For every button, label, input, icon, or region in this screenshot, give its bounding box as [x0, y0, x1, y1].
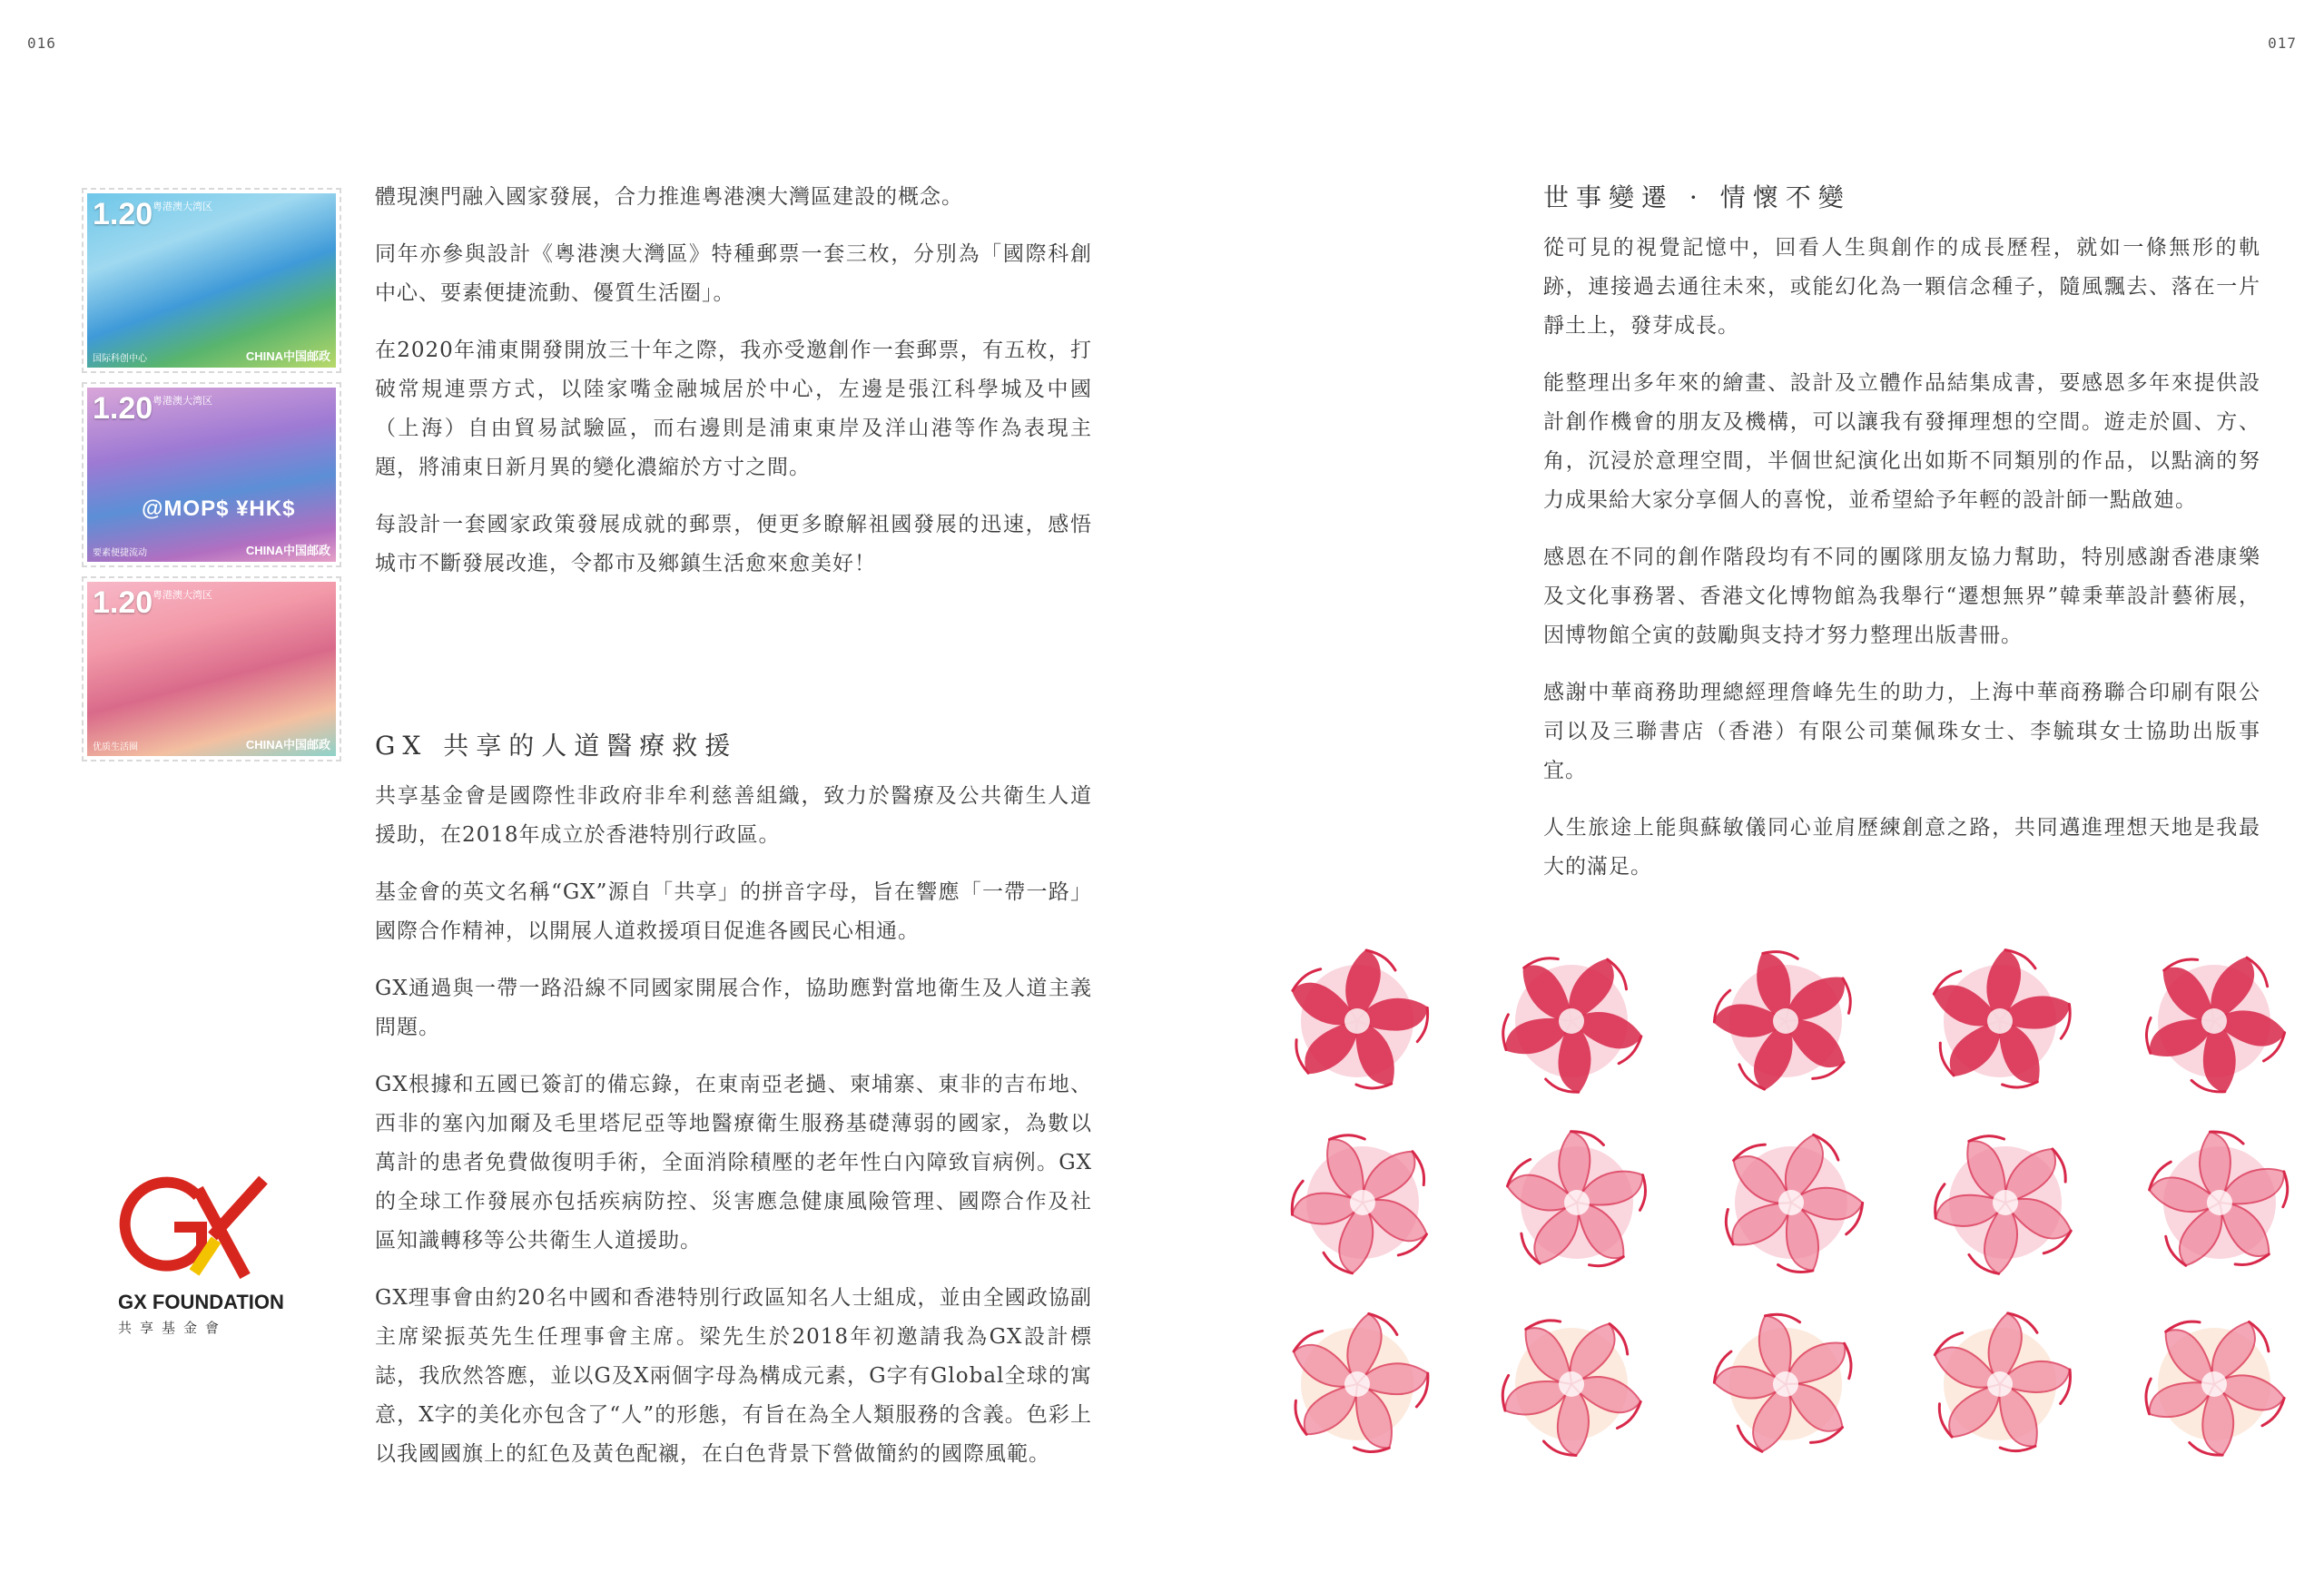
flower-sculpture [1709, 944, 1863, 1098]
flower-sculpture [2142, 1125, 2297, 1280]
flower-sculpture [1494, 1307, 1649, 1461]
page-number-right: 017 [2268, 34, 2297, 52]
paragraph: 基金會的英文名稱“GX”源自「共享」的拼音字母，旨在響應「一帶一路」國際合作精神，以開展人道救援項目促進各國民心相通。 [375, 880, 1092, 943]
paragraph: GX根據和五國已簽訂的備忘錄，在東南亞老撾、柬埔寨、東非的吉布地、西非的塞內加爾及毛里塔尼亞等地醫療衛生服務基礎薄弱的國家，為數以萬計的患者免費做復明手術，全面消除積壓的老年性白內障致盲病例。GX的全球工作發展亦包括疾病防控、災害應急健康風險管理、國際合作及社區知識轉移等公共衛生人道援助。 [375, 1073, 1092, 1253]
flower-sculpture [1280, 1307, 1434, 1461]
flower-sculpture [1923, 944, 2077, 1098]
paragraph: 感恩在不同的創作階段均有不同的團隊朋友協力幫助，特別感謝香港康樂及文化事務署、香港文化博物館為我舉行“遷想無界”韓秉華設計藝術展，因博物館仝寅的鼓勵與支持才努力整理出版書冊。 [1543, 545, 2260, 647]
flower-sculpture [1494, 944, 1649, 1098]
paragraph: GX理事會由約20名中國和香港特別行政區知名人士組成，並由全國政協副主席梁振英先生任理事會主席。梁先生於2018年初邀請我為GX設計標誌，我欣然答應，並以G及X兩個字母為構成元素，G字有Global全球的寓意，X字的美化亦包含了“人”的形態，有旨在為全人類服務的含義。色彩上以我國國旗上的紅色及黃色配襯，在白色背景下營做簡約的國際風範。 [375, 1286, 1092, 1466]
paragraph: 人生旅途上能與蘇敏儀同心並肩歷練創意之路，共同邁進理想天地是我最大的滿足。 [1543, 816, 2260, 879]
stamp-issuer: CHINA中国邮政 [245, 349, 330, 363]
stamp-series-title: 粤港澳大湾区 [153, 201, 212, 212]
left-column-text [375, 178, 1092, 602]
flower-sculpture [2137, 1307, 2291, 1461]
stamp-science-hub [80, 186, 343, 375]
paragraph: 感謝中華商務助理總經理詹峰先生的助力，上海中華商務聯合印刷有限公司以及三聯書店（香港）有限公司葉佩珠女士、李毓琪女士協助出版事宜。 [1543, 681, 2260, 782]
stamp-denomination: 1.20 [93, 197, 153, 231]
paragraph: 體現澳門融入國家發展，合力推進粵港澳大灣區建設的概念。 [375, 185, 963, 209]
flower-sculpture [1709, 1307, 1863, 1461]
stamp-series-title: 粤港澳大湾区 [153, 396, 212, 407]
flower-sculpture [1500, 1125, 1654, 1280]
flower-sculpture-grid [1280, 944, 2288, 1488]
stamp-issuer: CHINA中国邮政 [245, 544, 330, 557]
flower-sculpture [2137, 944, 2291, 1098]
stamp-currency-mark: @MOP$ ¥HK$ [142, 496, 296, 521]
stamp-caption: 要素便捷流动 [93, 548, 147, 558]
stamp-caption: 优质生活圈 [93, 742, 138, 752]
page-number-left: 016 [27, 34, 56, 52]
paragraph: 共享基金會是國際性非政府非牟利慈善組織，致力於醫療及公共衛生人道援助，在2018年成立於香港特別行政區。 [375, 784, 1092, 847]
flower-sculpture [1923, 1307, 2077, 1461]
stamp-denomination: 1.20 [93, 585, 153, 620]
paragraph: 每設計一套國家政策發展成就的郵票，便更多瞭解祖國發展的迅速，感悟城市不斷發展改進，令都市及鄉鎮生活愈來愈美好！ [375, 513, 1092, 575]
paragraph: 同年亦參與設計《粵港澳大灣區》特種郵票一套三枚，分別為「國際科創中心、要素便捷流動、優質生活圈」。 [375, 242, 1092, 305]
paragraph: 在2020年浦東開發開放三十年之際，我亦受邀創作一套郵票，有五枚，打破常規連票方式，以陸家嘴金融城居於中心，左邊是張江科學城及中國（上海）自由貿易試驗區，而右邊則是浦東東岸及洋山港等作為表現主題，將浦東日新月異的變化濃縮於方寸之間。 [375, 339, 1092, 479]
stamp-denomination: 1.20 [93, 391, 153, 426]
right-column-text [1543, 178, 2260, 905]
section-heading: GX 共享的人道醫療救援 [375, 731, 738, 761]
stamp-quality-life [80, 575, 343, 763]
section-heading: 世事變遷 · 情懷不變 [1543, 182, 1851, 212]
flower-sculpture [1280, 944, 1434, 1098]
stamp-issuer: CHINA中国邮政 [245, 738, 330, 752]
flower-sculpture [1285, 1125, 1440, 1280]
flower-sculpture [1714, 1125, 1868, 1280]
stamp-caption: 国际科创中心 [93, 354, 147, 364]
logo-name-zh: 共享基金會 [118, 1320, 228, 1336]
paragraph: GX通過與一帶一路沿線不同國家開展合作，協助應對當地衛生及人道主義問題。 [375, 977, 1092, 1039]
paragraph: 能整理出多年來的繪畫、設計及立體作品結集成書，要感恩多年來提供設計創作機會的朋友及機構，可以讓我有發揮理想的空間。遊走於圓、方、角，沉浸於意理空間，半個世紀演化出如斯不同類別的作品，以點滴的努力成果給大家分享個人的喜悅，並希望給予年輕的設計師一點啟廸。 [1543, 371, 2260, 512]
gx-logo-icon [118, 1171, 281, 1289]
stamp-set [80, 186, 343, 769]
stamp-factor-flow [80, 380, 343, 569]
flower-sculpture [1928, 1125, 2083, 1280]
gx-foundation-logo [118, 1171, 290, 1337]
logo-name-en: GX FOUNDATION [118, 1291, 284, 1313]
paragraph: 從可見的視覺記憶中，回看人生與創作的成長歷程，就如一條無形的軌跡，連接過去通往未來，或能幻化為一顆信念種子，隨風飄去、落在一片靜土上，發芽成長。 [1543, 236, 2260, 338]
stamp-series-title: 粤港澳大湾区 [153, 590, 212, 601]
gx-section [375, 726, 1092, 1492]
